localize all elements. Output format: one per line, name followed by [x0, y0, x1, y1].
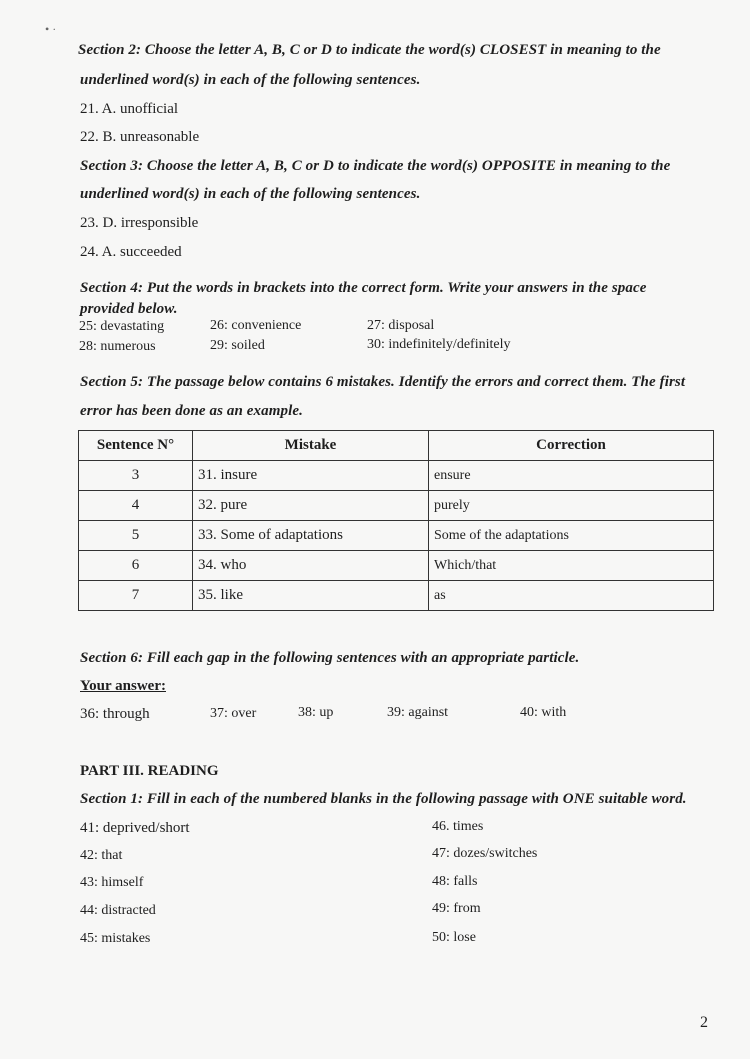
- answer-49: 49: from: [432, 901, 481, 916]
- section5-instruction-line2: error has been done as an example.: [80, 403, 303, 419]
- table-header-row: [79, 431, 714, 461]
- answer-41: 41: deprived/short: [80, 820, 190, 836]
- mistake-cell: 32. pure: [193, 491, 429, 521]
- scan-smudge: • ·: [45, 22, 57, 36]
- your-answer-label: Your answer:: [80, 678, 166, 694]
- section3-instruction-line2: underlined word(s) in each of the following sentences.: [80, 186, 421, 202]
- part3-heading: PART III. READING: [80, 763, 219, 779]
- section2-instruction-line2: underlined word(s) in each of the following sentences.: [80, 72, 421, 88]
- answer-44: 44: distracted: [80, 903, 156, 918]
- header-correction: Correction: [429, 431, 714, 461]
- table-row: [79, 491, 714, 521]
- answer-42: 42: that: [80, 848, 123, 863]
- answer-48: 48: falls: [432, 874, 478, 889]
- answer-23: 23. D. irresponsible: [80, 215, 199, 231]
- sentence-number: 7: [79, 581, 193, 611]
- answer-47: 47: dozes/switches: [432, 846, 538, 861]
- correction-cell: ensure: [429, 461, 714, 491]
- answer-50: 50: lose: [432, 930, 476, 945]
- mistake-cell: 34. who: [193, 551, 429, 581]
- table-row: [79, 551, 714, 581]
- table-row: [79, 521, 714, 551]
- answer-40: 40: with: [520, 705, 567, 720]
- header-sentence-no: Sentence N°: [79, 431, 193, 461]
- section6-instruction: Section 6: Fill each gap in the following sentences with an appropriate particle.: [80, 650, 580, 666]
- section5-instruction-line1: Section 5: The passage below contains 6 mistakes. Identify the errors and correct them. The first: [80, 374, 686, 390]
- answer-39: 39: against: [387, 705, 449, 720]
- correction-cell: purely: [429, 491, 714, 521]
- section4-instruction-line2: provided below.: [80, 301, 178, 317]
- table-row: [79, 581, 714, 611]
- sentence-number: 3: [79, 461, 193, 491]
- answer-46: 46. times: [432, 819, 484, 834]
- sentence-number: 6: [79, 551, 193, 581]
- section3-instruction-line1: Section 3: Choose the letter A, B, C or D to indicate the word(s) OPPOSITE in meaning to the: [80, 158, 671, 174]
- sentence-number: 4: [79, 491, 193, 521]
- answer-22: 22. B. unreasonable: [80, 129, 200, 145]
- correction-cell: Some of the adaptations: [429, 521, 714, 551]
- sentence-number: 5: [79, 521, 193, 551]
- mistake-cell: 35. like: [193, 581, 429, 611]
- answer-26: 26: convenience: [210, 318, 302, 333]
- answer-30: 30: indefinitely/definitely: [367, 337, 511, 352]
- part3-section1-instruction: Section 1: Fill in each of the numbered blanks in the following passage with ONE suitable word.: [80, 791, 687, 807]
- answer-43: 43: himself: [80, 875, 144, 890]
- page-number: 2: [700, 1014, 708, 1031]
- header-mistake: Mistake: [193, 431, 429, 461]
- answer-24: 24. A. succeeded: [80, 244, 182, 260]
- answer-36: 36: through: [80, 706, 150, 722]
- correction-cell: Which/that: [429, 551, 714, 581]
- correction-cell: as: [429, 581, 714, 611]
- mistake-cell: 33. Some of adaptations: [193, 521, 429, 551]
- mistakes-table: [78, 430, 714, 611]
- section2-instruction-line1: Section 2: Choose the letter A, B, C or D to indicate the word(s) CLOSEST in meaning to the: [78, 42, 661, 58]
- mistake-cell: 31. insure: [193, 461, 429, 491]
- answer-27: 27: disposal: [367, 318, 435, 333]
- answer-28: 28: numerous: [79, 339, 156, 354]
- answer-45: 45: mistakes: [80, 931, 151, 946]
- answer-21: 21. A. unofficial: [80, 101, 179, 117]
- answer-37: 37: over: [210, 706, 257, 721]
- answer-29: 29: soiled: [210, 338, 265, 353]
- answer-38: 38: up: [298, 705, 334, 720]
- table-row: [79, 461, 714, 491]
- answer-25: 25: devastating: [79, 319, 165, 334]
- section4-instruction-line1: Section 4: Put the words in brackets into the correct form. Write your answers in the space: [80, 280, 647, 296]
